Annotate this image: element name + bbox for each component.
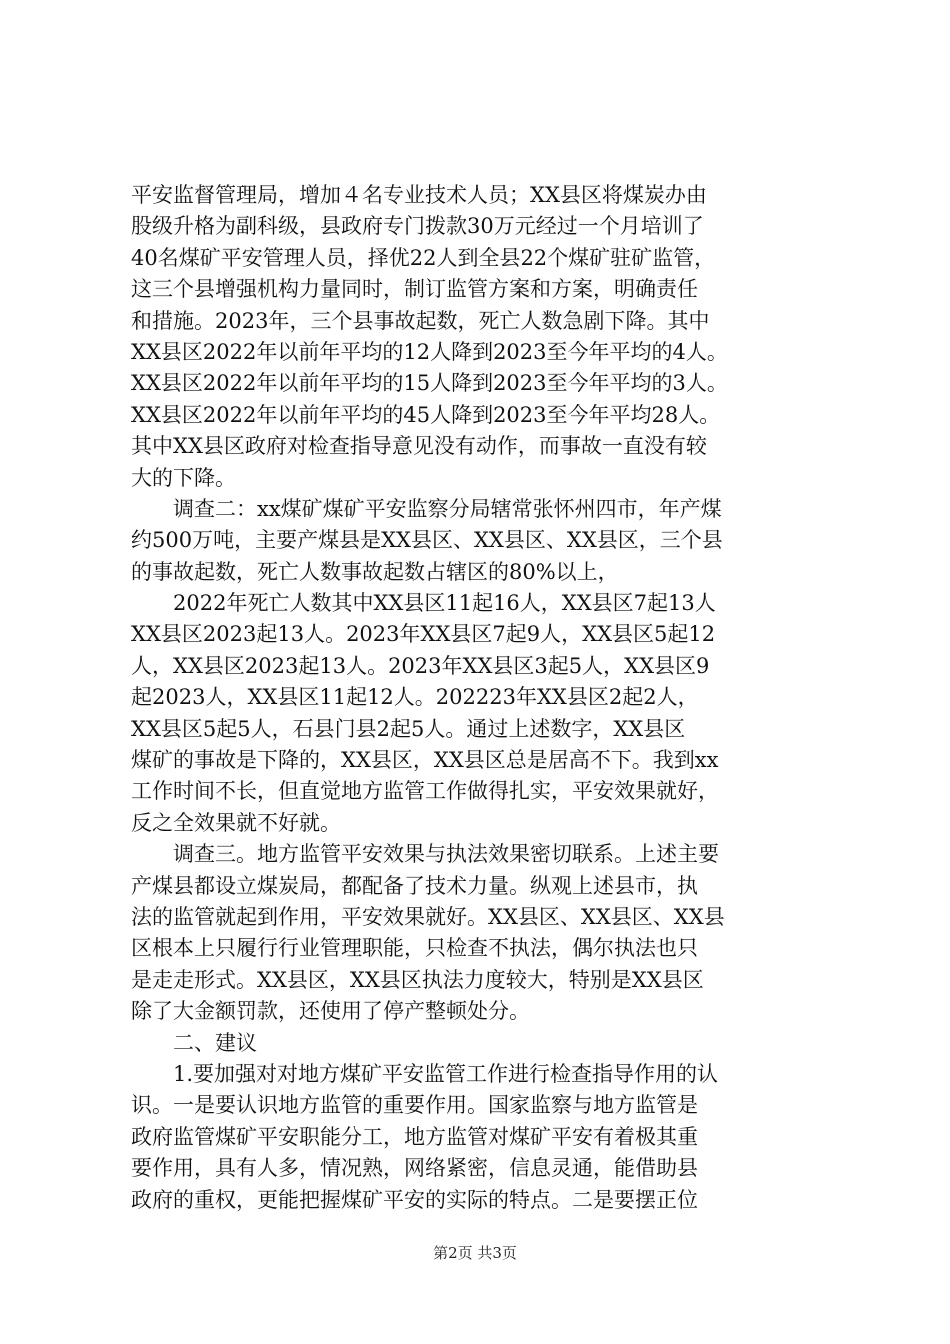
text-line: 其中XX县区政府对检查指导意见没有动作，而事故一直没有较 bbox=[131, 434, 707, 459]
text-line: 和措施。2023年，三个县事故起数，死亡人数急剧下降。其中 bbox=[131, 308, 710, 333]
document-body bbox=[131, 180, 831, 1216]
text-line: 产煤县都设立煤炭局，都配备了技术力量。纵观上述县市，执 bbox=[131, 873, 698, 898]
page-number-footer: 第2页 共3页 bbox=[433, 1244, 517, 1262]
section-heading: 二、建议 bbox=[131, 1030, 257, 1055]
text-line: 工作时间不长，但直觉地方监管工作做得扎实，平安效果就好， bbox=[131, 779, 719, 804]
text-line: 煤矿的事故是下降的，XX县区，XX县区总是居高不下。我到xx bbox=[131, 748, 719, 773]
text-line: 政府的重权，更能把握煤矿平安的实际的特点。二是要摆正位 bbox=[131, 1187, 698, 1212]
text-line: 调查二：xx煤矿煤矿平安监察分局辖常张怀州四市，年产煤 bbox=[131, 496, 722, 521]
text-line: XX县区5起5人，石县门县2起5人。通过上述数字，XX县区 bbox=[131, 716, 686, 741]
text-line: 约500万吨，主要产煤县是XX县区、XX县区、XX县区，三个县 bbox=[131, 528, 723, 553]
text-line: 调查三。地方监管平安效果与执法效果密切联系。上述主要 bbox=[131, 842, 719, 867]
text-line: 要作用，具有人多，情况熟，网络紧密，信息灵通，能借助县 bbox=[131, 1156, 698, 1181]
text-line: 区根本上只履行行业管理职能，只检查不执法，偶尔执法也只 bbox=[131, 936, 698, 961]
text-line: 政府监管煤矿平安职能分工，地方监管对煤矿平安有着极其重 bbox=[131, 1124, 698, 1149]
text-line: 起2023人，XX县区11起12人。202223年XX县区2起2人， bbox=[131, 685, 699, 710]
text-line: 除了大金额罚款，还使用了停产整顿处分。 bbox=[131, 999, 530, 1024]
text-line: 大的下降。 bbox=[131, 465, 236, 490]
text-line: 是走走形式。XX县区，XX县区执法力度较大，特别是XX县区 bbox=[131, 967, 704, 992]
text-line: 法的监管就起到作用，平安效果就好。XX县区、XX县区、XX县 bbox=[131, 904, 725, 929]
text-line: 识。一是要认识地方监管的重要作用。国家监察与地方监管是 bbox=[131, 1093, 698, 1118]
text-line: 人，XX县区2023起13人。2023年XX县区3起5人，XX县区9 bbox=[131, 653, 710, 678]
text-line: 反之全效果就不好就。 bbox=[131, 810, 341, 835]
text-line: XX县区2022年以前年平均的45人降到2023至今年平均28人。 bbox=[131, 402, 721, 427]
text-line: 1.要加强对对地方煤矿平安监管工作进行检查指导作用的认 bbox=[131, 1061, 719, 1086]
text-line: 的事故起数，死亡人数事故起数占辖区的80%以上， bbox=[131, 559, 619, 584]
text-line: 股级升格为副科级，县政府专门拨款30万元经过一个月培训了 bbox=[131, 214, 704, 239]
text-line: 平安监督管理局，增加４名专业技术人员；XX县区将煤炭办由 bbox=[131, 183, 707, 207]
text-line: XX县区2022年以前年平均的12人降到2023至今年平均的4人。 bbox=[131, 339, 728, 364]
text-line: 2022年死亡人数其中XX县区11起16人，XX县区7起13人 bbox=[131, 591, 716, 616]
text-line: XX县区2022年以前年平均的15人降到2023至今年平均的3人。 bbox=[131, 371, 728, 396]
text-line: XX县区2023起13人。2023年XX县区7起9人，XX县区5起12 bbox=[131, 622, 716, 647]
text-line: 这三个县增强机构力量同时，制订监管方案和方案，明确责任 bbox=[131, 277, 698, 302]
text-line: 40名煤矿平安管理人员，择优22人到全县22个煤矿驻矿监管， bbox=[131, 245, 716, 270]
